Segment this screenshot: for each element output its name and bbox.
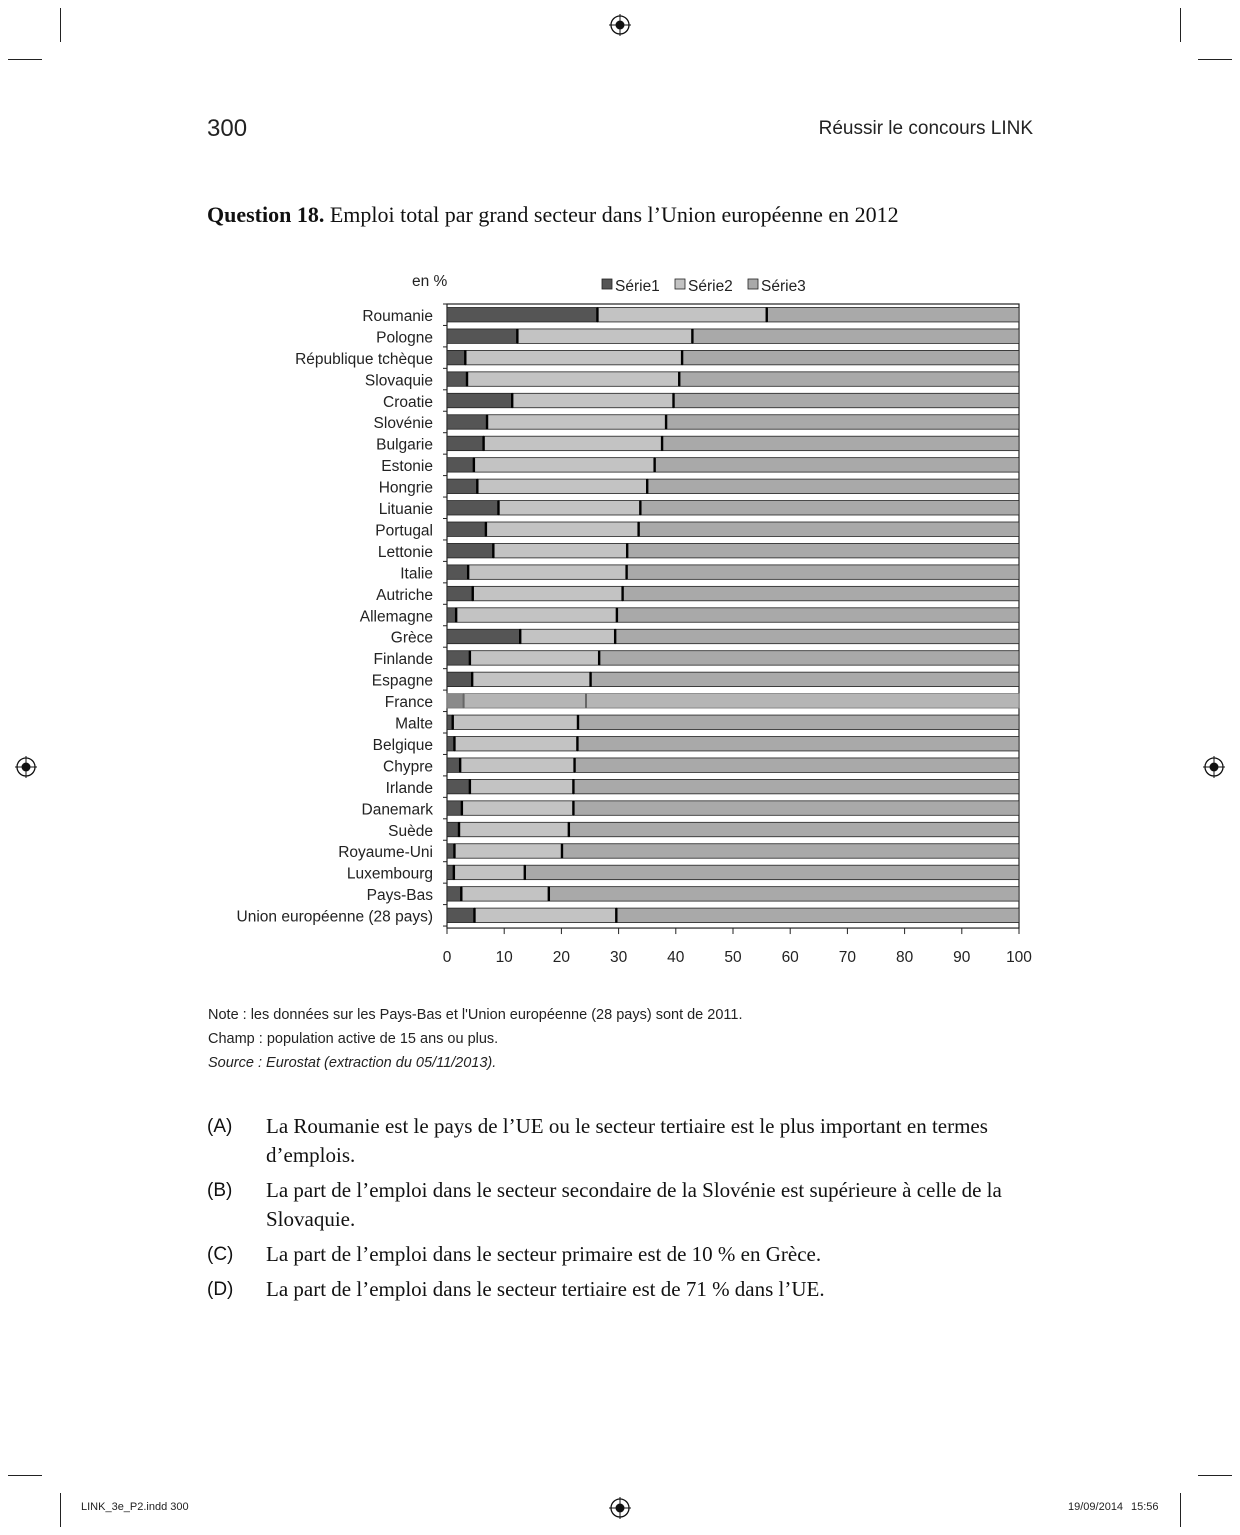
bar-segment-série1 [447,501,498,515]
answer-option-d [207,1275,1037,1304]
category-label: Finlande [373,651,433,669]
category-label: Lituanie [378,501,433,518]
bar-segment-série3 [666,415,1019,429]
bar-segment-série2 [456,608,617,622]
x-tick-label: 30 [609,949,628,967]
bar-segment-série3 [662,436,1019,450]
category-label: Portugal [375,522,433,540]
category-label: Hongrie [378,479,433,497]
bar-segment-série3 [525,865,1019,879]
bar-segment-série3 [627,565,1019,579]
category-label: Belgique [372,736,433,754]
bar-segment-série3 [692,329,1019,343]
legend-swatch [675,279,685,289]
unit-label: en % [412,273,448,290]
bar-segment-série1 [447,522,486,536]
stacked-bar-chart [200,262,1040,972]
category-label: Union européenne (28 pays) [236,908,433,926]
category-label: Irlande [385,779,433,797]
legend-label: Série2 [688,278,733,295]
x-tick-label: 80 [895,949,914,967]
bar-segment-série1 [447,543,493,557]
bar-segment-série2 [454,737,577,751]
answer-text: La Roumanie est le pays de l’UE ou le secteur tertiaire est le plus important en termes d’emplois. [266,1114,988,1167]
answer-list [207,1112,1037,1310]
answer-text: La part de l’emploi dans le secteur primaire est de 10 % en Grèce. [266,1242,822,1266]
bar-segment-série3 [647,479,1019,493]
category-label: Slovaquie [364,372,433,390]
bar-segment-série1 [447,415,487,429]
category-label: République tchèque [295,350,433,368]
bar-segment-série3 [573,801,1019,815]
category-label: Slovénie [373,415,433,433]
bar-segment-série1 [447,479,477,493]
bar-segment-série2 [462,801,574,815]
bar-segment-série3 [573,779,1019,793]
crop-mark [60,8,61,42]
registration-mark-icon [1203,756,1225,778]
footer-file: LINK_3e_P2.indd 300 [81,1501,189,1513]
x-tick-label: 10 [495,949,513,967]
bar-segment-série3 [679,372,1019,386]
source-text: Source : Eurostat (extraction du 05/11/2013). [208,1055,497,1071]
x-tick-label: 20 [552,949,571,967]
category-label: Malte [395,715,433,733]
answer-text: La part de l’emploi dans le secteur tertiaire est de 71 % dans l’UE. [266,1277,825,1301]
category-label: Royaume-Uni [338,844,433,862]
legend-label: Série3 [761,278,806,295]
bar-segment-série3 [575,758,1019,772]
category-label: France [384,694,433,712]
bar-segment-série2 [472,672,590,686]
bar-segment-série3 [682,350,1019,364]
x-tick-label: 70 [838,949,857,967]
registration-mark-icon [15,756,37,778]
bar-segment-série1 [447,758,460,772]
crop-mark [1198,59,1232,60]
legend-swatch [602,279,612,289]
bar-segment-série3 [577,737,1019,751]
bar-segment-série1 [447,608,456,622]
bar-segment-série2 [597,308,766,322]
bar-segment-série2 [474,908,616,922]
bar-segment-série3 [674,393,1019,407]
bar-segment-série2 [465,350,682,364]
bar-segment-série1 [447,372,467,386]
category-label: Italie [400,565,433,583]
bar-segment-série2 [498,501,640,515]
category-label: Luxembourg [346,865,433,883]
bar-segment-série1 [447,565,468,579]
answer-letter: (A) [207,1116,233,1137]
page-number: 300 [207,115,248,142]
bar-segment-série3 [617,608,1019,622]
x-tick-label: 60 [781,949,799,967]
bar-segment-série2 [470,779,574,793]
bar-segment-série3 [586,694,1019,708]
question-title [207,202,899,228]
answer-letter: (B) [207,1180,233,1201]
category-label: Grèce [390,629,433,647]
category-label: Espagne [371,672,433,690]
crop-mark [8,59,42,60]
bar-segment-série1 [447,887,461,901]
bar-segment-série1 [447,393,512,407]
category-label: Bulgarie [376,436,433,454]
x-tick-label: 100 [1006,949,1032,967]
answer-text: La part de l’emploi dans le secteur secondaire de la Slovénie est supérieure à celle de la Slovaquie. [266,1178,1002,1231]
bar-segment-série3 [569,822,1019,836]
bar-segment-série2 [467,372,679,386]
bar-segment-série3 [615,629,1019,643]
note-text: Note : les données sur les Pays-Bas et l'Union européenne (28 pays) sont de 2011. [208,1007,743,1023]
question-label: Question 18. [207,202,325,227]
bar-segment-série3 [623,586,1019,600]
bar-segment-série2 [460,758,574,772]
bar-segment-série2 [454,844,562,858]
bar-segment-série1 [447,329,517,343]
answer-letter: (C) [207,1244,234,1265]
crop-mark [1180,8,1181,42]
bar-segment-série2 [474,458,655,472]
category-label: Pays-Bas [366,887,433,905]
bar-segment-série2 [453,715,578,729]
bar-segment-série1 [447,651,470,665]
answer-option-b [207,1176,1037,1234]
x-tick-label: 90 [953,949,971,967]
bar-segment-série2 [464,694,586,708]
bar-segment-série2 [484,436,662,450]
bar-segment-série1 [447,672,472,686]
bar-segment-série2 [520,629,615,643]
bar-segment-série2 [517,329,692,343]
crop-mark [1180,1493,1181,1527]
registration-mark-icon [609,1497,631,1519]
bar-segment-série3 [767,308,1019,322]
answer-letter: (D) [207,1279,234,1300]
category-label: Croatie [383,393,433,411]
bar-segment-série3 [639,522,1019,536]
crop-mark [60,1493,61,1527]
bar-segment-série2 [461,887,549,901]
category-label: Allemagne [359,608,433,626]
bar-segment-série3 [616,908,1019,922]
bar-segment-série2 [473,586,623,600]
registration-mark-icon [609,14,631,36]
answer-option-c [207,1240,1037,1269]
category-label: Suède [388,822,433,840]
bar-segment-série3 [549,887,1019,901]
bar-segment-série1 [447,779,470,793]
legend-swatch [748,279,758,289]
bar-segment-série3 [627,543,1019,557]
bar-segment-série1 [447,822,459,836]
bar-segment-série2 [470,651,599,665]
bar-segment-série2 [486,522,639,536]
bar-segment-série1 [447,458,474,472]
category-label: Danemark [361,801,433,819]
bar-segment-série1 [447,801,462,815]
question-text: Emploi total par grand secteur dans l’Union européenne en 2012 [329,202,899,227]
bar-segment-série1 [447,586,473,600]
bar-segment-série2 [454,865,525,879]
bar-segment-série3 [562,844,1019,858]
bar-segment-série1 [447,629,520,643]
x-tick-label: 0 [442,949,452,967]
footer-time: 15:56 [1131,1501,1159,1513]
bar-segment-série2 [512,393,673,407]
book-title: Réussir le concours LINK [818,118,1033,139]
category-label: Estonie [381,458,433,476]
footer-date: 19/09/2014 [1068,1501,1124,1513]
answer-option-a [207,1112,1037,1170]
x-tick-label: 40 [667,949,685,967]
bar-segment-série1 [447,308,597,322]
category-label: Chypre [383,758,433,776]
bar-segment-série2 [493,543,627,557]
bar-segment-série2 [459,822,569,836]
bar-segment-série1 [447,694,464,708]
chart-notes [208,1003,743,1075]
category-label: Pologne [376,329,433,347]
category-label: Roumanie [362,307,433,325]
legend-label: Série1 [615,278,660,295]
bar-segment-série1 [447,350,465,364]
bar-segment-série2 [487,415,666,429]
bar-segment-série2 [468,565,626,579]
x-tick-label: 50 [724,949,742,967]
bar-segment-série3 [640,501,1019,515]
bar-segment-série3 [578,715,1019,729]
bar-segment-série3 [599,651,1019,665]
crop-mark [1198,1475,1232,1476]
bar-segment-série2 [477,479,647,493]
bar-segment-série3 [655,458,1019,472]
bar-segment-série1 [447,908,474,922]
champ-text: Champ : population active de 15 ans ou plus. [208,1031,499,1047]
crop-mark [8,1475,42,1476]
category-label: Autriche [376,586,433,604]
bar-segment-série1 [447,436,484,450]
bar-segment-série3 [591,672,1019,686]
category-label: Lettonie [377,543,433,561]
